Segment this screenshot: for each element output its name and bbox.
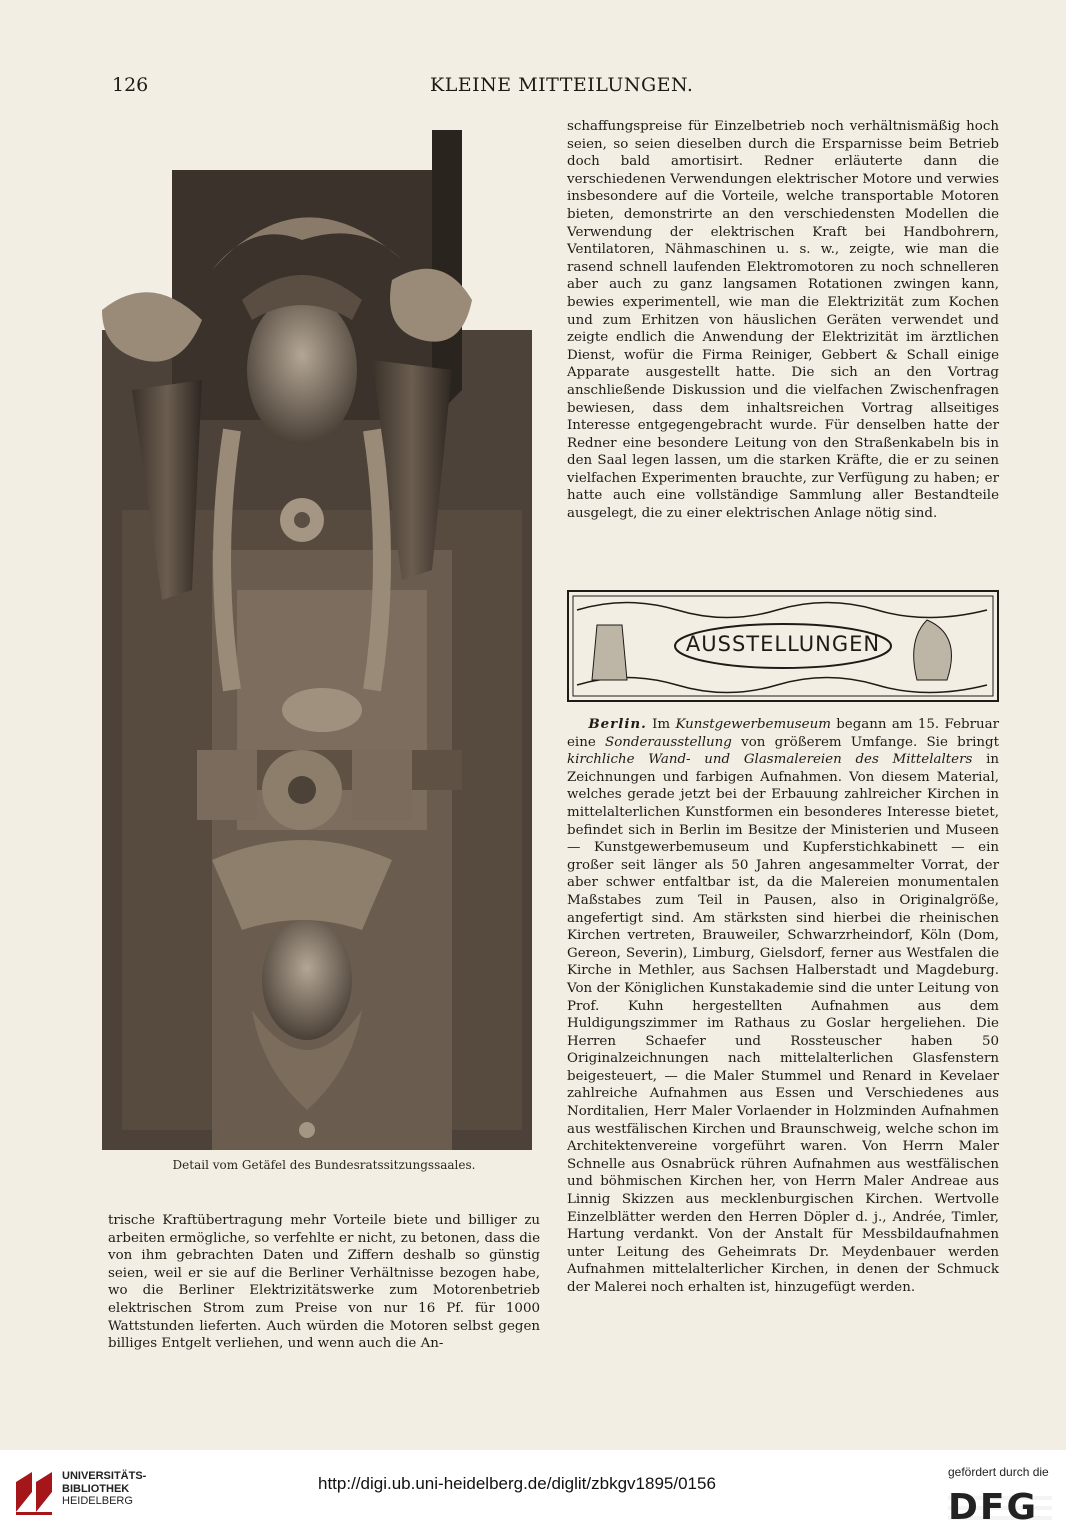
paragraph: schaffungspreise für Einzelbetrieb noch verhältnismäßig hoch seien, so seien dieselben durch die Ersparnisse beim Betrieb doch bald amortisirt. Redner erläuterte dann die verschiedenen Verwendungen elektrischer Motore und verwies insbesondere auf die Vorteile, welche transportable Motoren bieten, demonstrirte an den verschiedensten Modellen die Verwendung der elektrischen Kraft bei Handbohrern, Ventilatoren, Nähmaschinen u. s. w., zeigte, wie man die rasend schnell laufenden Elektromotoren zu noch schnelleren aber auch zu ganz langsamen Rotationen zwingen kann, bewies experimentell, wie man die Elektrizität zum Kochen und zum Erhitzen von häuslichen Geräten verwendet und zeigte endlich die Anwendung der Elektrizität im ärztlichen Dienst, wofür die Firma Reiniger, Gebbert & Schall einige Apparate ausgestellt hatte. Die sich an den Vortrag anschließende Diskussion und die vielfachen Zwischenfragen bewiesen, dass dem inhaltsreichen Vortrag allseitiges Interesse entgegengebracht wurde. Für denselben hatte der Redner eine besondere Leitung von den Straßenkabeln bis in den Saal legen lassen, um die starken Kräfte, die er zu seinen vielfachen Experimenten brauchte, zur Verfügung zu haben; er hatte auch eine vollständige Sammlung aller Bestandteile ausgelegt, die zu einer elektrischen Anlage nötig sind.: [567, 119, 999, 522]
source-url-link[interactable]: http://digi.ub.uni-heidelberg.de/diglit/zbkgv1895/0156: [318, 1474, 716, 1493]
emphasis: Kunstgewerbemuseum: [675, 717, 831, 732]
text-run: begann am 15. Februar eine: [567, 717, 999, 750]
right-column-top-text: [567, 118, 999, 523]
right-column-bottom-text: [567, 716, 999, 1297]
banner-title: AUSSTELLUNGEN: [685, 632, 881, 656]
text-run: von größerem Umfange. Sie bringt: [731, 734, 999, 750]
digitization-footer: [0, 1450, 1066, 1538]
library-line: BIBLIOTHEK: [62, 1482, 130, 1495]
library-line: HEIDELBERG: [62, 1495, 133, 1507]
emphasis: Sonderausstellung: [605, 734, 732, 750]
library-name: [62, 1470, 146, 1508]
text-run: Im: [646, 717, 676, 732]
left-column-bottom-text: [108, 1212, 540, 1353]
section-lead: Berlin.: [588, 716, 647, 732]
dfg-logo: [948, 1488, 1052, 1528]
page-number: 126: [112, 74, 149, 96]
figure-caption: Detail vom Getäfel des Bundesratssitzungssaales.: [172, 1158, 476, 1172]
dfg-text: DFG: [948, 1487, 1039, 1528]
paragraph: trische Kraftübertragung mehr Vorteile biete und billiger zu arbeiten ermögliche, so verfehlte er nicht, zu betonen, dass die von ihm gebrachten Daten und Ziffern deshalb so günstig seien, weil er sie auf die Berliner Verhältnisse bezogen habe, wo die Berliner Elektrizitätswerke zum Motorenbetrieb elektrischen Strom zum Preise von nur 16 Pf. für 1000 Wattstunden lieferten. Auch würden die Motoren selbst gegen billiges Entgelt verliehen, und wenn auch die An-: [108, 1213, 540, 1352]
carved-panel-illustration: [62, 130, 542, 1150]
running-title: KLEINE MITTEILUNGEN.: [430, 74, 694, 96]
library-line: UNIVERSITÄTS-: [62, 1470, 147, 1482]
section-banner: [567, 590, 999, 702]
university-library-logo-icon: [12, 1468, 56, 1516]
emphasis: kirchliche Wand- und Glasmalereien des Mittelalters: [567, 752, 973, 768]
berlin-paragraph: [567, 716, 999, 1297]
sponsor-note: gefördert durch die: [948, 1465, 1049, 1479]
text-run: in Zeichnungen und farbigen Aufnahmen. Von diesem Material, welches gerade jetzt bei der Erbauung zahlreicher Kirchen in mittelalterlichen Kunstformen ein besonderes Interesse bietet, befindet sich in Berlin im Besitze der Ministerien und Museen — Kunstgewerbemuseum und Kupferstichkabinett — ein großer seit länger als 50 Jahren angesammelter Vorrat, der aber schwer entfaltbar ist, da die Malereien monumentalen Maßstabes zum Teil in Pausen, also in Originalgröße, angefertigt sind. Am stärksten sind hierbei die rheinischen Kirchen vertreten, Brauweiler, Schwarzrheindorf, Köln (Dom, Gereon, Severin), Limburg, Gielsdorf, ferner aus Westfalen die Kirche in Methler, aus Sachsen Halberstadt und Magdeburg. Von der Königlichen Kunstakademie sind die unter Leitung von Prof. Kuhn hergestellten Aufnahmen aus dem Huldigungszimmer im Rathaus zu Goslar hergeliehen. Die Herren Schaefer und Rossteuscher haben 50 Originalzeichnungen nach mittelalterlichen Glasfenstern beigesteuert, — die Maler Stummel und Renard in Kevelaer zahlreiche Aufnahmen aus Essen und Verschiedenes aus Norditalien, Herr Maler Vorlaender in Holzminden Aufnahmen aus westfälischen Kirchen und Braunschweig, welche schon im Architektenvereine vorgeführt waren. Von Herrn Maler Schnelle aus Osnabrück rühren Aufnahmen aus westfälischen und böhmischen Kirchen her, von Herrn Maler Andreae aus Linnig Skizzen aus mecklenburgischen Kirchen. Wertvolle Einzelblätter werden den Herren Döpler d. j., Andrée, Timler, Hartung verdankt. Von der Anstalt für Messbildaufnahmen unter Leitung des Geheimrats Dr. Meydenbauer werden Aufnahmen mittelalterlicher Kirchen, in denen der Schmuck der Malerei noch erhalten ist, hinzugefügt werden.: [567, 752, 999, 1295]
